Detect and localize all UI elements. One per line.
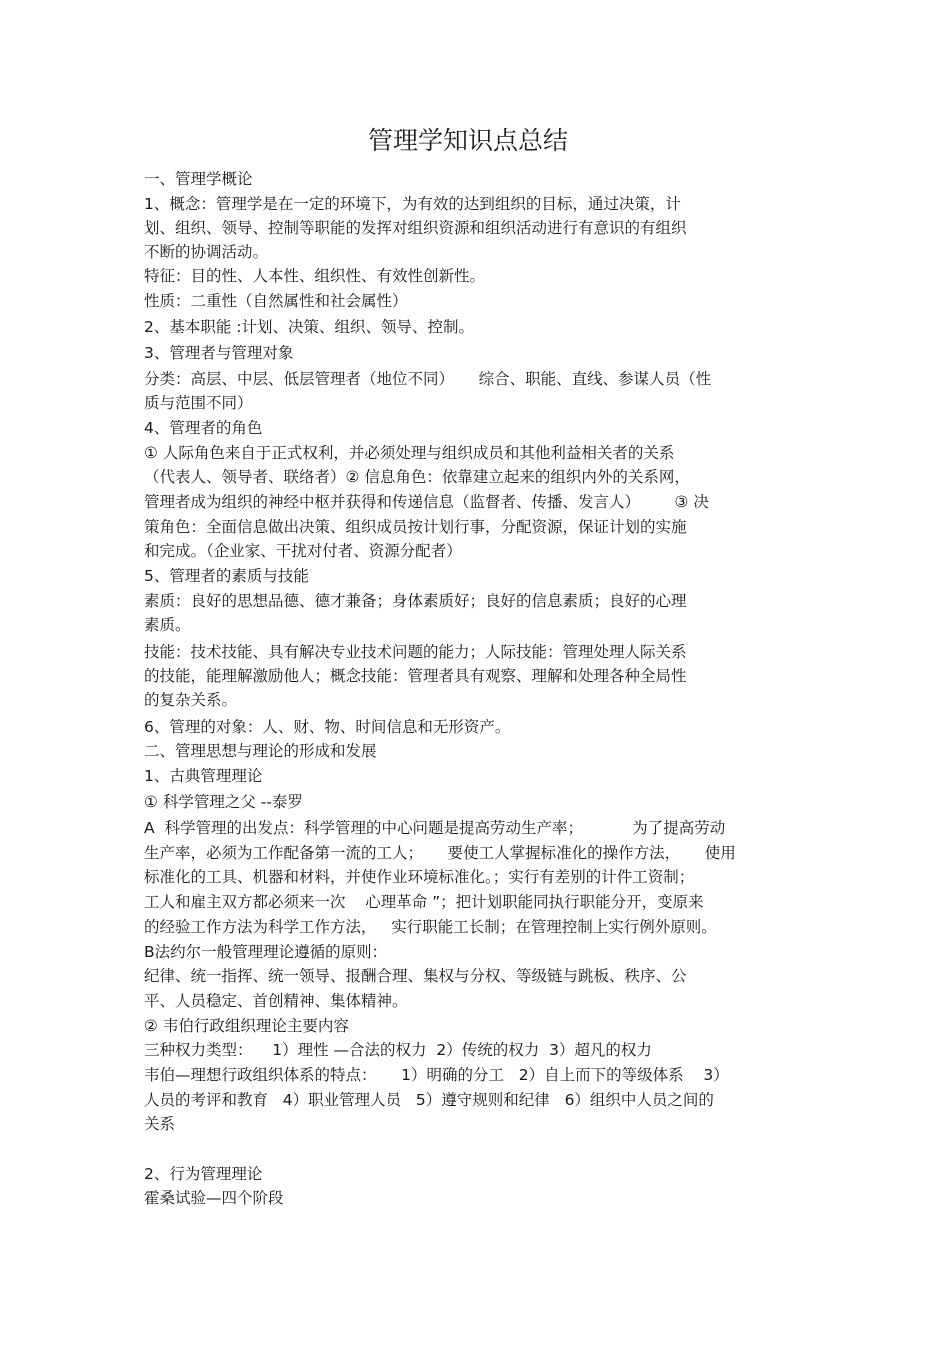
text-line: 人员的考评和教育 4）职业管理人员 5）遵守规则和纪律 6）组织中人员之间的 <box>144 1091 714 1109</box>
text-line: （代表人、领导者、联络者）② 信息角色：依靠建立起来的组织内外的关系网， <box>144 468 690 486</box>
text-line: 3、管理者与管理对象 <box>144 344 294 362</box>
text-line: 技能：技术技能、具有解决专业技术问题的能力；人际技能：管理处理人际关系 <box>144 643 687 661</box>
text-line: B法约尔一般管理理论遵循的原则： <box>144 943 388 961</box>
text-line: 三种权力类型： 1）理性 —合法的权力 2）传统的权力 3）超凡的权力 <box>144 1041 652 1059</box>
text-line: 霍桑试验—四个阶段 <box>144 1189 284 1207</box>
text-line: 4、管理者的角色 <box>144 419 263 437</box>
text-line: 韦伯—理想行政组织体系的特点： 1）明确的分工 2）自上而下的等级体系 3） <box>144 1066 729 1084</box>
text-line: 平、人员稳定、首创精神、集体精神。 <box>144 992 408 1010</box>
text-line: 和完成。（企业家、干扰对付者、资源分配者） <box>144 542 462 560</box>
text-line: 关系 <box>144 1115 176 1133</box>
text-line: ① 科学管理之父 --泰罗 <box>144 793 303 811</box>
text-line: 的技能，能理解激励他人；概念技能：管理者具有观察、理解和处理各种全局性 <box>144 667 687 685</box>
text-line: 工人和雇主双方都必须来一次 心理革命 ”；把计划职能同执行职能分开，变原来 <box>144 893 704 911</box>
text-line: 的复杂关系。 <box>144 691 238 709</box>
text-line: 1、古典管理理论 <box>144 767 263 785</box>
document-title: 管理学知识点总结 <box>367 126 568 155</box>
text-line: 生产率，必须为工作配备第一流的工人； 要使工人掌握标准化的操作方法， 使用 <box>144 844 736 862</box>
text-line: 划、组织、领导、控制等职能的发挥对组织资源和组织活动进行有意识的有组织 <box>144 219 687 237</box>
text-line: 管理者成为组织的神经中枢并获得和传递信息（监督者、传播、发言人） ③ 决 <box>144 493 709 511</box>
text-line: 质与范围不同） <box>144 394 253 412</box>
text-line: 不断的协调活动。 <box>144 243 269 261</box>
text-line: 2、基本职能 :计划、决策、组织、领导、控制。 <box>144 318 475 336</box>
text-line: 的经验工作方法为科学工作方法， 实行职能工长制；在管理控制上实行例外原则。 <box>144 918 717 936</box>
text-line: A 科学管理的出发点：科学管理的中心问题是提高劳动生产率； 为了提高劳动 <box>144 819 726 837</box>
text-line: 素质。 <box>144 616 191 634</box>
text-line: ① 人际角色来自于正式权利，并必须处理与组织成员和其他利益相关者的关系 <box>144 444 675 462</box>
text-line: 特征：目的性、人本性、组织性、有效性创新性。 <box>144 267 486 285</box>
text-line: 纪律、统一指挥、统一领导、报酬合理、集权与分权、等级链与跳板、秩序、公 <box>144 967 687 985</box>
text-line: 二、管理思想与理论的形成和发展 <box>144 742 377 760</box>
text-line: ② 韦伯行政组织理论主要内容 <box>144 1017 349 1035</box>
text-line: 5、管理者的素质与技能 <box>144 567 309 585</box>
text-line: 标准化的工具、机器和材料，并使作业环境标准化。；实行有差别的计件工资制； <box>144 868 695 886</box>
text-line: 6、管理的对象：人、财、物、时间信息和无形资产。 <box>144 718 511 736</box>
text-line: 策角色：全面信息做出决策、组织成员按计划行事，分配资源，保证计划的实施 <box>144 518 687 536</box>
text-line: 2、行为管理理论 <box>144 1165 263 1183</box>
text-line: 素质：良好的思想品德、德才兼备；身体素质好；良好的信息素质；良好的心理 <box>144 592 687 610</box>
text-line: 一、管理学概论 <box>144 170 253 188</box>
text-line: 分类：高层、中层、低层管理者（地位不同） 综合、职能、直线、参谋人员（性 <box>144 370 712 388</box>
text-line: 1、概念：管理学是在一定的环境下，为有效的达到组织的目标，通过决策，计 <box>144 195 681 213</box>
text-line: 性质：二重性（自然属性和社会属性） <box>144 292 408 310</box>
